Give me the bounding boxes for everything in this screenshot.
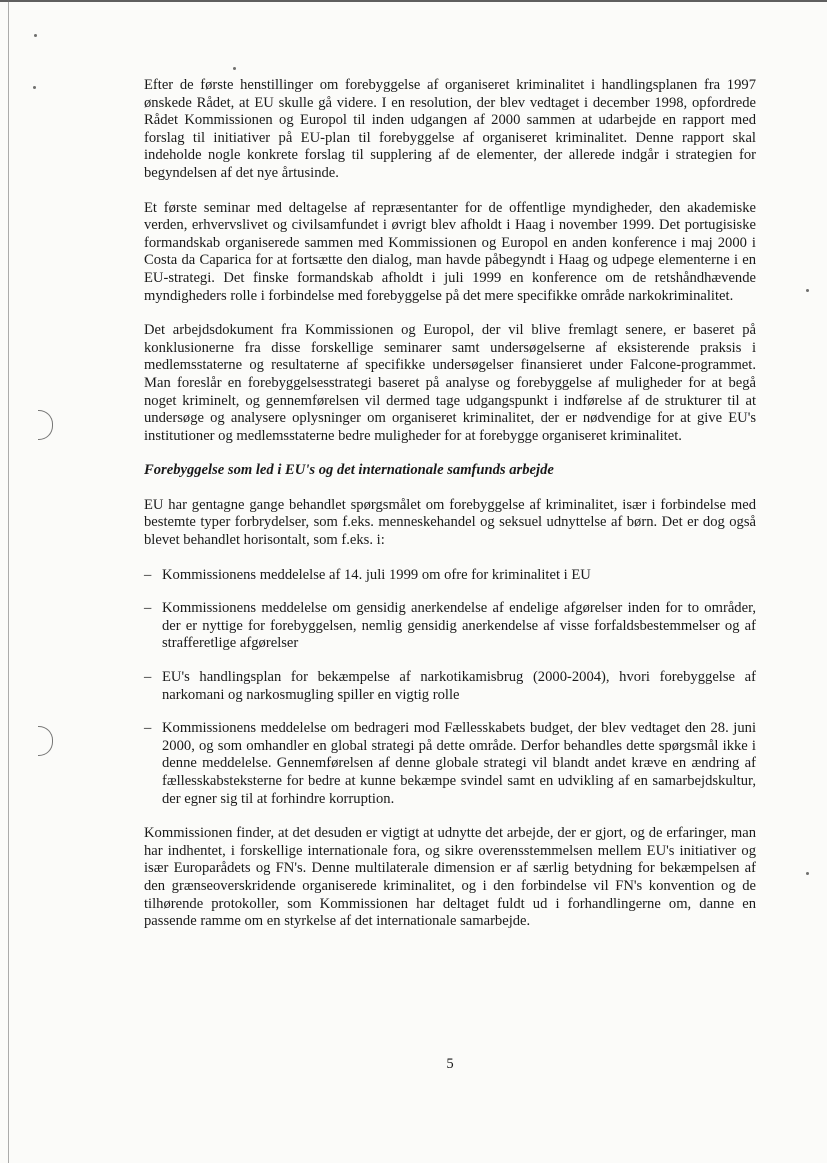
list-item-text: EU's handlingsplan for bekæmpelse af narkotikamisbrug (2000-2004), hvori forebyggelse af narkomani og narkosmugling spiller en vigtig rolle xyxy=(162,669,756,703)
top-edge-rule xyxy=(0,0,827,2)
list-item xyxy=(144,720,756,808)
bullet-dash: – xyxy=(144,669,152,686)
list-item-text: Kommissionens meddelelse om bedrageri mod Fællesskabets budget, der blev vedtaget den 28. juni 2000, og som omhandler en global strategi på dette område. Derfor behandles dette spørgsmål ikke i denne meddelelse. Gennemførelsen af denne globale strategi vil blandt andet kræve en ændring af fællesskabsteksterne for bedre at kunne bekæmpe svindel samt en udvikling af en samarbejdskultur, der egner sig til at forhindre korruption. xyxy=(162,720,756,807)
intro-paragraph: EU har gentagne gange behandlet spørgsmålet om forebyggelse af kriminalitet, især i forbindelse med bestemte typer forbrydelser, som f.eks. menneskehandel og seksuel udnyttelse af børn. Det er dog også blevet behandlet horisontalt, som f.eks. i: xyxy=(144,496,756,549)
binder-hole-mark-upper xyxy=(38,410,53,440)
list-item xyxy=(144,567,756,585)
scan-speck xyxy=(34,34,37,37)
scan-speck xyxy=(233,67,236,70)
bullet-dash: – xyxy=(144,720,152,737)
left-edge-rule xyxy=(8,0,9,1163)
body-paragraph-1: Efter de første henstillinger om forebyggelse af organiseret kriminalitet i handlingsplanen fra 1997 ønskede Rådet, at EU skulle gå videre. I en resolution, der blev vedtaget i december 1998, opfordrede Rådet Kommissionen og Europol til inden udgangen af 2000 sammen at udarbejde en rapport med forslag til initiativer på EU-plan til forebyggelse af organiseret kriminalitet. Denne rapport skal indeholde nogle konkrete forslag til supplering af de elementer, der allerede indgår i strategien for begyndelsen af det nye årtusinde. xyxy=(144,77,756,181)
closing-paragraph: Kommissionen finder, at det desuden er vigtigt at udnytte det arbejde, der er gjort, og de erfaringer, man har indhentet, i forskellige internationale fora, og sikre overensstemmelsen mellem EU's initiativer og især Europarådets og FN's. Denne multilaterale dimension er af særlig betydning for bekæmpelsen af den grænseoverskridende organiserede kriminalitet, og i den forbindelse vil FN's konvention og de tilhørende protokoller, som Kommissionen har deltaget fuldt ud i forhandlingerne om, danne en passende ramme om en styrkelse af det internationale samarbejde. xyxy=(144,825,756,930)
scan-speck xyxy=(806,872,809,875)
binder-hole-mark-lower xyxy=(38,726,53,756)
scan-speck xyxy=(33,86,36,89)
bullet-dash: – xyxy=(144,600,152,617)
list-item-text: Kommissionens meddelelse om gensidig anerkendelse af endelige afgørelser inden for to områder, der er nyttige for forebyggelsen, nemlig gensidig anerkendelse af visse forfaldsbestemmelser og af strafferetlige afgørelser xyxy=(162,600,756,652)
body-paragraph-3: Det arbejdsdokument fra Kommissionen og Europol, der vil blive fremlagt senere, er baseret på konklusionerne fra disse forskellige seminarer samt undersøgelserne af eksisterende praksis i medlemsstaterne og resultaterne af specifikke undersøgelser finansieret under Falcone-programmet. Man foreslår en forebyggelsesstrategi baseret på analyse og forebyggelse af muligheder for at begå noget kriminelt, og gennemførelsen vil dermed tage udgangspunkt i indførelse af de strukturer til at undersøge og analysere oplysninger om organiseret kriminalitet, der er nødvendige for at give EU's institutioner og medlemsstaterne bedre muligheder for at forebygge organiseret kriminalitet. xyxy=(144,322,756,444)
page-number: 5 xyxy=(446,1056,454,1072)
document-body xyxy=(144,77,756,948)
scan-speck xyxy=(806,289,809,292)
list-item xyxy=(144,600,756,653)
section-heading: Forebyggelse som led i EU's og det internationale samfunds arbejde xyxy=(144,462,554,479)
body-paragraph-2: Et første seminar med deltagelse af repræsentanter for de offentlige myndigheder, den akademiske verden, erhvervslivet og civilsamfundet i øvrigt blev afholdt i Haag i november 1999. Det portugisiske formandskab organiserede sammen med Kommissionen og Europol en anden konference i maj 2000 i Costa da Caparica for at fortsætte den dialog, man havde påbegyndt i Haag og udpege elementerne i en EU-strategi. Det finske formandskab afholdt i juli 1999 en konference om de retshåndhævende myndigheders rolle i forbindelse med forebyggelse på det mere specifikke område narkokriminalitet. xyxy=(144,199,756,304)
bullet-dash: – xyxy=(144,566,152,583)
bullet-list xyxy=(144,567,756,809)
list-item xyxy=(144,669,756,704)
list-item-text: Kommissionens meddelelse af 14. juli 1999 om ofre for kriminalitet i EU xyxy=(162,566,591,583)
